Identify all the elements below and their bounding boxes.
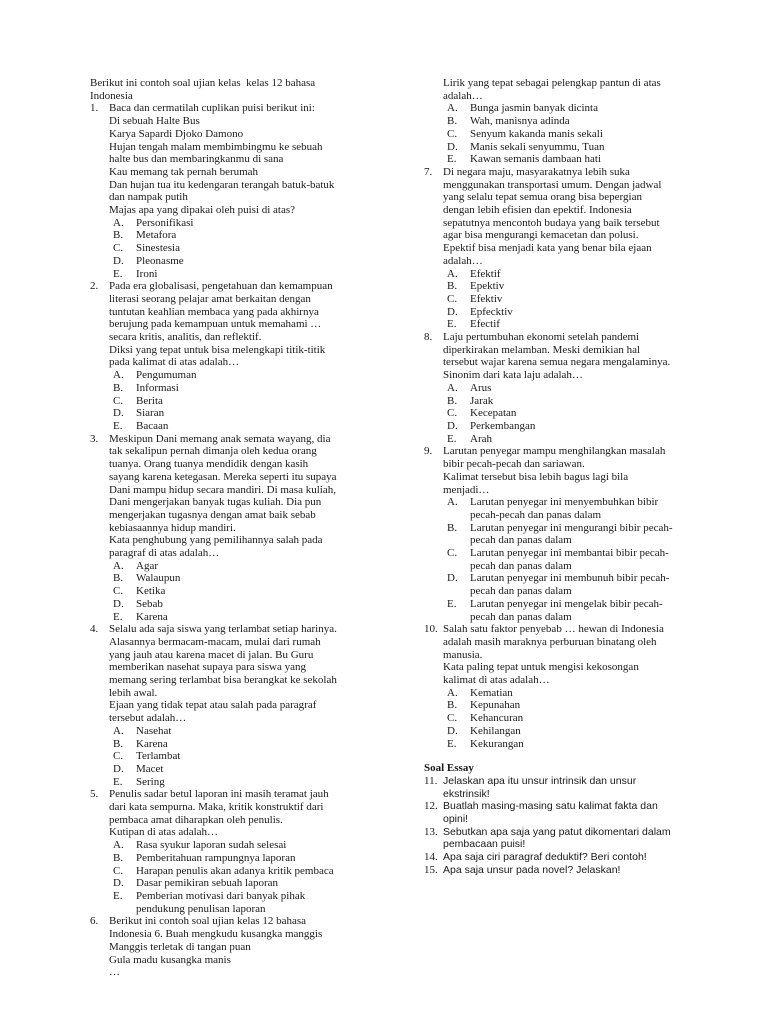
option-letter: E. — [447, 597, 457, 610]
answer-option — [443, 128, 724, 141]
option-text: Perkembangan — [470, 419, 536, 432]
question-text-line: Di sebuah Halte Bus — [109, 115, 200, 128]
option-letter: D. — [113, 407, 124, 420]
question-text-line: halte bus dan membaringkanmu di sana — [109, 153, 284, 166]
essay-question-item — [424, 800, 724, 825]
answer-option — [443, 522, 724, 535]
question-item — [90, 623, 390, 788]
option-letter: C. — [447, 547, 458, 560]
answer-option — [443, 433, 724, 446]
option-text-continued: pendukung penulisan laporan — [136, 902, 266, 915]
option-letter: E. — [447, 153, 457, 166]
option-letter: C. — [113, 242, 124, 255]
answer-option — [109, 229, 390, 242]
right-question-list — [424, 77, 724, 750]
answer-option — [109, 865, 390, 878]
essay-question-list — [424, 775, 724, 877]
answer-option — [443, 280, 724, 293]
intro-line: Indonesia — [90, 89, 133, 102]
option-letter: D. — [447, 305, 458, 318]
question-text-line: Dan hujan tua itu kedengaran terangah batuk-batuk — [109, 178, 335, 191]
option-letter: B. — [447, 280, 458, 293]
question-number: 2. — [90, 280, 99, 293]
option-letter: E. — [113, 267, 123, 280]
option-letter: A. — [113, 839, 124, 852]
option-text: Epektiv — [470, 280, 505, 293]
question-text-line: kalimat di atas adalah… — [443, 674, 550, 687]
question-text-line: Larutan penyegar mampu menghilangkan masalah — [443, 445, 666, 458]
answer-option — [443, 382, 724, 395]
answer-option — [443, 153, 724, 166]
option-letter: B. — [113, 737, 124, 750]
answer-option — [443, 572, 724, 585]
question-number: 13. — [424, 825, 438, 838]
option-text: Arus — [470, 381, 492, 394]
left-question-list — [90, 102, 390, 979]
answer-option — [109, 242, 390, 255]
option-text: Berita — [136, 394, 163, 407]
option-text: Karena — [136, 610, 168, 623]
essay-question-item — [424, 851, 724, 864]
question-text-line: … — [109, 966, 120, 979]
answer-option — [443, 102, 724, 115]
option-letter: C. — [113, 585, 124, 598]
option-text: Kehancuran — [470, 712, 524, 725]
option-text: Pengumuman — [136, 369, 197, 382]
option-text: Larutan penyegar ini mengelak bibir pecah- — [470, 597, 663, 610]
question-number: 10. — [424, 623, 438, 636]
question-item — [424, 331, 724, 445]
answer-option — [109, 369, 390, 382]
question-text-line: Di negara maju, masyarakatnya lebih suka — [443, 165, 630, 178]
option-text: Informasi — [136, 381, 179, 394]
question-text-line: Kata penghubung yang pemilihannya salah pada — [109, 534, 323, 547]
question-item — [424, 623, 724, 750]
question-number: 1. — [90, 102, 99, 115]
option-text: Karena — [136, 737, 168, 750]
option-text: Siaran — [136, 407, 165, 420]
answer-option — [443, 141, 724, 154]
option-letter: C. — [113, 864, 124, 877]
answer-option — [109, 750, 390, 763]
answer-option — [109, 395, 390, 408]
answer-option — [109, 255, 390, 268]
question-text-line: Kata paling tepat untuk mengisi kekosongan — [443, 661, 639, 674]
answer-option — [443, 306, 724, 319]
question-text-line: Sinonim dari kata laju adalah… — [443, 369, 583, 382]
option-letter: B. — [447, 699, 458, 712]
question-text-line: diperkirakan melamban. Meski demikian hal — [443, 343, 641, 356]
answer-option — [443, 699, 724, 712]
answer-option — [109, 560, 390, 573]
question-text-line: tersebut wajar karena semua negara mengalaminya. — [443, 356, 671, 369]
question-item — [424, 445, 724, 623]
answer-option — [109, 738, 390, 751]
question-text-line: dengan lebih efisien dan epektif. Indonesia — [443, 204, 632, 217]
question-text-line: Buatlah masing-masing satu kalimat fakta dan — [443, 800, 658, 813]
question-number: 6. — [90, 915, 99, 928]
answer-option — [443, 407, 724, 420]
answer-option — [443, 738, 724, 751]
answer-option — [443, 268, 724, 281]
question-text-line: Kutipan di atas adalah… — [109, 826, 219, 839]
option-text: Bunga jasmin banyak dicinta — [470, 102, 598, 115]
answer-option — [443, 547, 724, 560]
question-text-line: Berikut ini contoh soal ujian kelas 12 bahasa — [109, 915, 307, 928]
question-number: 5. — [90, 788, 99, 801]
question-number: 8. — [424, 331, 433, 344]
option-text: Wah, manisnya adinda — [470, 115, 570, 128]
question-text-line: Pada era globalisasi, pengetahuan dan kemampuan — [109, 280, 333, 293]
question-text-line: Manggis terletak di tangan puan — [109, 940, 251, 953]
left-column — [90, 77, 390, 979]
option-text-continued: pecah dan panas dalam — [470, 610, 572, 623]
option-letter: C. — [447, 127, 458, 140]
question-text-line: tersebut adalah… — [109, 712, 187, 725]
question-text-line: pembaca amat diharapkan oleh penulis. — [109, 813, 283, 826]
option-text: Rasa syukur laporan sudah selesai — [136, 839, 287, 852]
question-text-line: pada kalimat di atas adalah… — [109, 356, 240, 369]
option-text: Metafora — [136, 229, 177, 242]
option-text: Macet — [136, 762, 164, 775]
option-text: Sering — [136, 775, 165, 788]
option-text: Nasehat — [136, 724, 172, 737]
option-letter: C. — [447, 407, 458, 420]
question-item — [424, 77, 724, 166]
question-text-line: adalah… — [443, 89, 483, 102]
question-text-line: dari kata sempurna. Maka, kritik konstruktif dari — [109, 801, 324, 814]
option-letter: D. — [113, 762, 124, 775]
question-text-line: opini! — [443, 813, 469, 826]
question-text-line: agar bisa mengurangi kemacetan dan polusi. — [443, 229, 639, 242]
option-text: Pemberitahuan rampungnya laporan — [136, 851, 296, 864]
question-text-line: Apa saja ciri paragraf deduktif? Beri contoh! — [443, 851, 647, 864]
question-number: 12. — [424, 800, 438, 813]
option-text: Walaupun — [136, 572, 181, 585]
question-text-line: menggunakan transportasi umum. Dengan jadwal — [443, 178, 662, 191]
option-letter: A. — [113, 559, 124, 572]
option-letter: C. — [447, 292, 458, 305]
question-number: 3. — [90, 432, 99, 445]
answer-option — [109, 420, 390, 433]
essay-question-item — [424, 864, 724, 877]
option-text: Terlambat — [136, 750, 181, 763]
option-letter: D. — [113, 597, 124, 610]
option-letter: B. — [447, 115, 458, 128]
option-letter: E. — [113, 775, 123, 788]
question-text-line: Ejaan yang tidak tepat atau salah pada paragraf — [109, 699, 317, 712]
option-letter: A. — [113, 216, 124, 229]
question-text-line: dan nampak putih — [109, 191, 188, 204]
option-text: Pemberian motivasi dari banyak pihak — [136, 890, 306, 902]
intro-line: Berikut ini contoh soal ujian kelas kelas 12 bahasa — [90, 77, 316, 89]
option-text: Sebab — [136, 597, 163, 610]
question-text-line: adalah masih maraknya perburuan binatang oleh — [443, 635, 657, 648]
option-letter: A. — [447, 686, 458, 699]
essay-question-item — [424, 826, 724, 851]
option-letter: A. — [447, 102, 458, 115]
question-item — [90, 915, 390, 979]
question-number: 9. — [424, 445, 433, 458]
question-text-line: Karya Sapardi Djoko Damono — [109, 127, 244, 140]
option-text: Arah — [470, 432, 492, 445]
question-text-line: Hujan tengah malam membimbingmu ke sebuah — [109, 140, 323, 153]
option-text-continued: pecah dan panas dalam — [470, 559, 572, 572]
option-letter: A. — [447, 267, 458, 280]
question-text-line: Gula madu kusangka manis — [109, 953, 231, 966]
question-number: 4. — [90, 623, 99, 636]
option-letter: C. — [113, 750, 124, 763]
answer-option — [109, 407, 390, 420]
option-letter: C. — [113, 394, 124, 407]
question-text-line: pembacaan puisi! — [443, 838, 526, 851]
option-letter: E. — [447, 737, 457, 750]
right-column — [424, 77, 724, 877]
option-letter: A. — [113, 724, 124, 737]
question-item — [90, 788, 390, 915]
option-letter: E. — [113, 419, 123, 432]
answer-option — [109, 776, 390, 789]
option-text: Ironi — [136, 267, 158, 280]
option-letter: E. — [447, 318, 457, 331]
answer-option — [109, 839, 390, 852]
question-text-line: ekstrinsik! — [443, 787, 490, 800]
option-text: Jarak — [470, 394, 494, 407]
question-text-line: Apa saja unsur pada novel? Jelaskan! — [443, 863, 621, 876]
question-text-line: Jelaskan apa itu unsur intrinsik dan unsur — [443, 774, 637, 787]
option-letter: B. — [113, 572, 124, 585]
option-text: Kekurangan — [470, 737, 524, 750]
option-letter: E. — [447, 432, 457, 445]
question-text-line: mengerjakan tugasnya dengan amat baik sebab — [109, 508, 316, 521]
question-text-line: bibir pecah-pecah dan sariawan. — [443, 458, 585, 471]
option-text: Kawan semanis dambaan hati — [470, 153, 602, 166]
answer-option — [443, 293, 724, 306]
option-letter: A. — [113, 369, 124, 382]
question-text-line: Meskipun Dani memang anak semata wayang, dia — [109, 432, 331, 445]
option-text: Senyum kakanda manis sekali — [470, 127, 603, 140]
option-letter: C. — [447, 712, 458, 725]
question-text-line: sayang karena ketegasan. Mereka seperti itu supaya — [109, 470, 337, 483]
answer-option — [443, 115, 724, 128]
option-letter: D. — [447, 572, 458, 585]
option-letter: B. — [113, 851, 124, 864]
answer-option — [443, 687, 724, 700]
answer-option — [443, 712, 724, 725]
question-item — [90, 433, 390, 624]
option-letter: D. — [447, 419, 458, 432]
answer-option — [109, 890, 390, 903]
option-text: Harapan penulis akan adanya kritik pembaca — [136, 864, 334, 877]
question-text-line: Penulis sadar betul laporan ini masih teramat jauh — [109, 788, 329, 801]
question-number: 11. — [424, 774, 438, 787]
question-text-line: literasi seorang pelajar amat berkaitan dengan — [109, 292, 311, 305]
option-letter: B. — [113, 381, 124, 394]
question-text-line: sepatutnya mencontoh budaya yang baik tersebut — [443, 216, 660, 229]
question-text-line: Majas apa yang dipakai oleh puisi di atas? — [109, 204, 296, 217]
answer-option — [443, 395, 724, 408]
option-text: Larutan penyegar ini mengurangi bibir pecah- — [470, 521, 673, 534]
answer-option — [109, 217, 390, 230]
question-text-line: adalah… — [443, 254, 483, 267]
question-text-line: Lirik yang tepat sebagai pelengkap pantun di atas — [443, 77, 661, 89]
option-text: Efektiv — [470, 292, 503, 305]
answer-option — [109, 611, 390, 624]
answer-option — [443, 496, 724, 509]
option-letter: A. — [447, 496, 458, 509]
option-letter: D. — [447, 140, 458, 153]
question-text-line: Salah satu faktor penyebab … hewan di Indonesia — [443, 623, 664, 636]
question-text-line: manusia. — [443, 648, 483, 661]
option-text: Bacaan — [136, 419, 169, 432]
option-text-continued: pecah dan panas dalam — [470, 534, 572, 547]
answer-option — [443, 598, 724, 611]
option-text: Pleonasme — [136, 254, 184, 267]
answer-option — [109, 572, 390, 585]
option-letter: B. — [447, 394, 458, 407]
essay-section-title: Soal Essay — [424, 762, 474, 775]
question-text-line: tuanya. Orang tuanya mendidik dengan kasih — [109, 458, 309, 471]
question-text-line: yang selalu tepat semua orang bisa bepergian — [443, 191, 642, 204]
intro-text — [90, 77, 390, 102]
option-letter: D. — [113, 254, 124, 267]
question-text-line: Indonesia 6. Buah mengkudu kusangka manggis — [109, 928, 323, 941]
answer-option — [443, 420, 724, 433]
answer-option — [443, 318, 724, 331]
answer-option — [109, 852, 390, 865]
question-number: 15. — [424, 863, 438, 876]
option-letter: E. — [113, 890, 123, 902]
option-text: Kepunahan — [470, 699, 521, 712]
question-text-line: Laju pertumbuhan ekonomi setelah pandemi — [443, 331, 640, 344]
option-text: Ketika — [136, 585, 166, 598]
question-text-line: tak sekalipun pernah dimanja oleh kedua orang — [109, 445, 317, 458]
option-text: Kehilangan — [470, 724, 521, 737]
option-letter: D. — [113, 877, 124, 890]
option-text-continued: pecah dan panas dalam — [470, 585, 572, 598]
option-text: Larutan penyegar ini menyembuhkan bibir — [470, 496, 659, 509]
question-text-line: tuntutan keahlian membaca yang pada akhirnya — [109, 305, 319, 318]
question-text-line: kebiasaannya hidup mandiri. — [109, 521, 236, 534]
option-text: Kecepatan — [470, 407, 517, 420]
essay-question-item — [424, 775, 724, 800]
option-text: Sinestesia — [136, 242, 180, 255]
question-text-line: Sebutkan apa saja yang patut dikomentari dalam — [443, 825, 671, 838]
option-text: Agar — [136, 559, 158, 572]
option-letter: B. — [447, 521, 458, 534]
question-text-line: Kalimat tersebut bisa lebih bagus lagi bila — [443, 470, 629, 483]
option-text: Epfecktiv — [470, 305, 513, 318]
answer-option — [443, 725, 724, 738]
option-letter: E. — [113, 610, 123, 623]
question-item — [424, 166, 724, 331]
question-text-line: secara kritis, analitis, dan reflektif. — [109, 331, 262, 344]
question-text-line: Dani mampu hidup secara mandiri. Di masa kuliah, — [109, 483, 336, 496]
answer-option — [109, 382, 390, 395]
option-text-continued: pecah-pecah dan panas dalam — [470, 508, 602, 521]
option-letter: A. — [447, 381, 458, 394]
question-text-line: Selalu ada saja siswa yang terlambat setiap harinya. — [109, 623, 337, 636]
question-item — [90, 102, 390, 280]
question-text-line: Baca dan cermatilah cuplikan puisi berikut ini: — [109, 102, 315, 115]
answer-option — [109, 268, 390, 281]
answer-option — [109, 598, 390, 611]
question-text-line: lebih awal. — [109, 686, 158, 699]
question-text-line: memberikan nasehat supaya para siswa yang — [109, 661, 307, 674]
answer-option — [109, 763, 390, 776]
question-text-line: menjadi… — [443, 483, 490, 496]
question-text-line: memang sering terlambat bisa berangkat ke sekolah — [109, 674, 337, 687]
question-text-line: berujung pada kemampuan untuk memahami … — [109, 318, 322, 331]
option-letter: B. — [113, 229, 124, 242]
question-text-line: Alasannya bermacam-macam, mulai dari rumah — [109, 635, 321, 648]
answer-option — [109, 725, 390, 738]
option-text: Personifikasi — [136, 216, 194, 229]
question-text-line: Epektif bisa menjadi kata yang benar bila ejaan — [443, 242, 652, 255]
question-item — [90, 280, 390, 432]
answer-option — [109, 585, 390, 598]
question-text-line: Diksi yang tepat untuk bisa melengkapi titik-titik — [109, 343, 326, 356]
option-text: Larutan penyegar ini membantai bibir pecah- — [470, 547, 669, 560]
question-text-line: yang jauh atau karena macet di jalan. Bu Guru — [109, 648, 314, 661]
option-text: Manis sekali senyummu, Tuan — [470, 140, 605, 153]
answer-option — [109, 877, 390, 890]
option-text: Efektif — [470, 267, 501, 280]
question-text-line: Kau memang tak pernah berumah — [109, 165, 259, 178]
question-number: 7. — [424, 165, 433, 178]
question-text-line: Dani mengerjakan banyak tugas kuliah. Dia pun — [109, 496, 322, 509]
question-number: 14. — [424, 851, 438, 864]
option-letter: D. — [447, 724, 458, 737]
question-text-line: paragraf di atas adalah… — [109, 547, 220, 560]
option-text: Kematian — [470, 686, 513, 699]
option-text: Larutan penyegar ini membunuh bibir pecah- — [470, 572, 670, 585]
option-text: Efectif — [470, 318, 500, 331]
option-text: Dasar pemikiran sebuah laporan — [136, 877, 279, 890]
